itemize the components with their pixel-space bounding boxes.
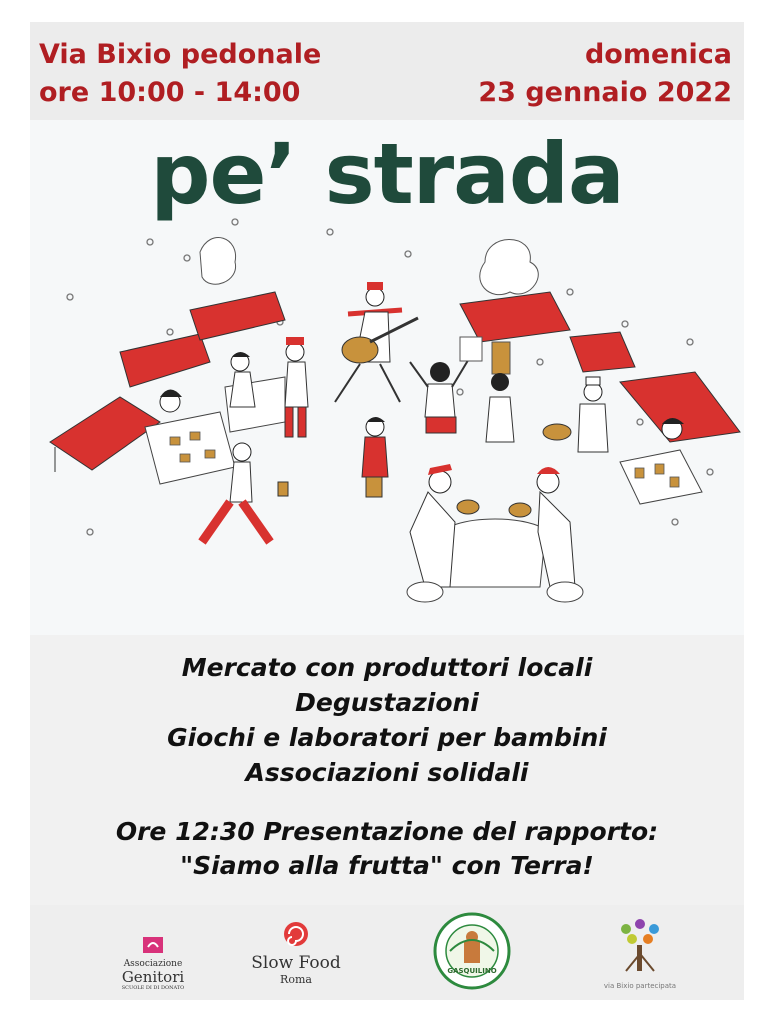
viabixio-caption: via Bixio partecipata [603, 982, 677, 990]
location-block [39, 36, 321, 112]
gasquilino-seal-icon [432, 911, 512, 991]
slowfood-logo [236, 919, 356, 987]
tree-icon [612, 915, 668, 977]
presentation-block [30, 815, 744, 883]
program-item: Giochi e laboratori per bambini [167, 723, 607, 752]
front-table-scene [407, 464, 583, 602]
time-text: ore 10:00 - 14:00 [39, 77, 301, 108]
snowflakes [67, 219, 713, 535]
genitori-line1: Associazione [123, 959, 183, 969]
genitori-logo [98, 935, 208, 992]
genitori-line2: Genitori [121, 968, 185, 986]
program-list [30, 650, 744, 790]
program-item: Degustazioni [295, 688, 479, 717]
date-block [478, 36, 732, 112]
location-text: Via Bixio pedonale [39, 39, 322, 70]
day-text: domenica [584, 39, 732, 70]
right-stall [460, 240, 740, 505]
snail-icon [279, 919, 313, 949]
street-market-illustration [30, 192, 744, 637]
poster-header [30, 22, 744, 120]
program-item: Associazioni solidali [245, 758, 529, 787]
presentation-line: Ore 12:30 Presentazione del rapporto: [115, 817, 659, 846]
genitori-logo-icon [140, 935, 166, 955]
slowfood-city: Roma [280, 973, 312, 986]
presentation-title: "Siamo alla frutta" con Terra! [180, 851, 594, 880]
date-text: 23 gennaio 2022 [478, 77, 732, 108]
poster-title: pe’ strada [150, 125, 624, 223]
slowfood-name: Slow Food [251, 953, 341, 973]
guitarist [335, 282, 418, 402]
genitori-line3: SCUOLE DI DI DONATO [121, 985, 185, 991]
people-center [362, 357, 470, 497]
event-poster [30, 22, 744, 1000]
gasquilino-logo [432, 911, 512, 995]
gasquilino-name: GASQUILINO [447, 967, 497, 975]
program-item: Mercato con produttori locali [181, 653, 593, 682]
sponsor-logos [30, 905, 744, 1000]
viabixio-logo [595, 915, 685, 991]
